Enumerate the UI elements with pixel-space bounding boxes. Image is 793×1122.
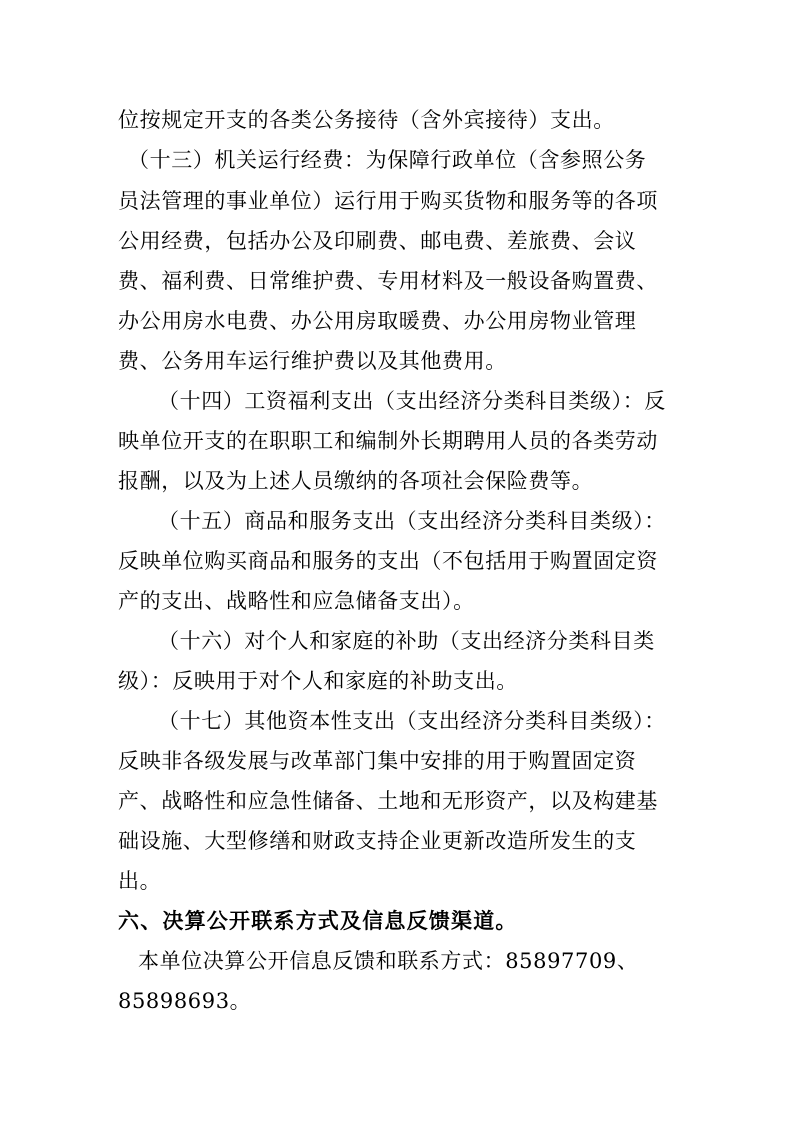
item-15-line-3: 产的支出、战略性和应急储备支出）。	[118, 589, 475, 613]
section-6-heading: 六、决算公开联系方式及信息反馈渠道。	[118, 909, 518, 933]
item-17-line-3: 产、战略性和应急性储备、土地和无形资产，以及构建基	[118, 789, 658, 813]
item-13-line-1: （十三）机关运行经费：为保障行政单位（含参照公务	[128, 148, 647, 172]
item-16-line-2: 级）：反映用于对个人和家庭的补助支出。	[118, 669, 518, 693]
text-line-1: 位按规定开支的各类公务接待（含外宾接待）支出。	[118, 108, 615, 132]
item-16-line-1: （十六）对个人和家庭的补助（支出经济分类科目类	[158, 629, 655, 653]
item-17-line-5: 出。	[118, 869, 162, 893]
item-17-line-4: 础设施、大型修缮和财政支持企业更新改造所发生的支	[118, 829, 637, 853]
item-14-line-3: 报酬，以及为上述人员缴纳的各项社会保险费等。	[118, 469, 594, 493]
item-13-line-6: 费、公务用车运行维护费以及其他费用。	[118, 349, 507, 373]
item-15-line-1: （十五）商品和服务支出（支出经济分类科目类级）：	[158, 509, 666, 533]
contact-line-2: 85898693。	[118, 989, 252, 1013]
item-13-line-3: 公用经费，包括办公及印刷费、邮电费、差旅费、会议	[118, 229, 637, 253]
item-13-line-4: 费、福利费、日常维护费、专用材料及一般设备购置费、	[118, 269, 658, 293]
item-17-line-1: （十七）其他资本性支出（支出经济分类科目类级）：	[158, 709, 666, 733]
contact-line-1: 本单位决算公开信息反馈和联系方式：85897709、	[138, 949, 639, 973]
item-13-line-2: 员法管理的事业单位）运行用于购买货物和服务等的各项	[118, 189, 658, 213]
item-14-line-2: 映单位开支的在职职工和编制外长期聘用人员的各类劳动	[118, 429, 658, 453]
item-14-line-1: （十四）工资福利支出（支出经济分类科目类级）：反	[158, 389, 666, 413]
item-13-line-5: 办公用房水电费、办公用房取暖费、办公用房物业管理	[118, 309, 637, 333]
item-15-line-2: 反映单位购买商品和服务的支出（不包括用于购置固定资	[118, 549, 658, 573]
item-17-line-2: 反映非各级发展与改革部门集中安排的用于购置固定资	[118, 749, 637, 773]
